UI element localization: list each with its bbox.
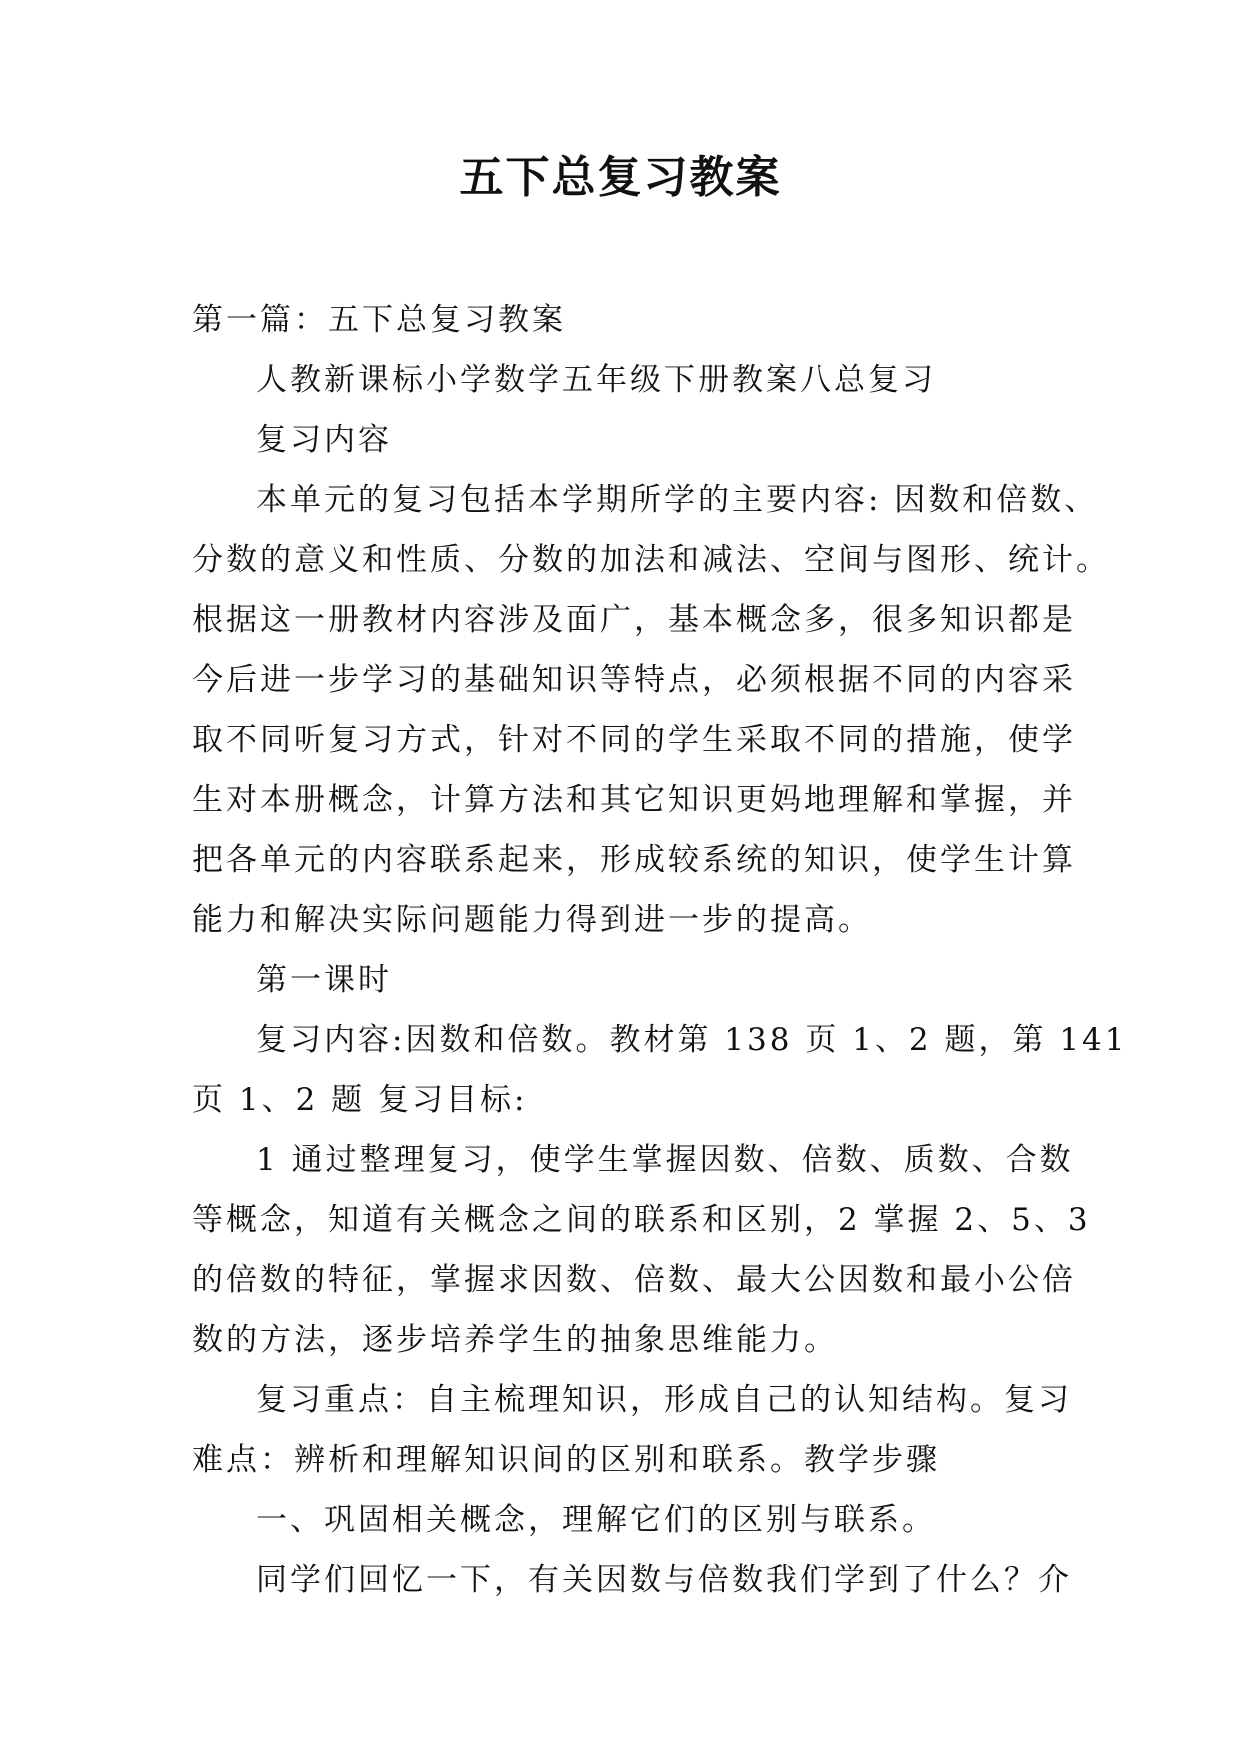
document-body <box>192 290 1128 1610</box>
document-title: 五下总复习教案 <box>459 152 782 203</box>
document-line: 复习内容:因数和倍数。教材第 138 页 1、2 题，第 141 <box>256 1022 1128 1058</box>
document-line: 根据这一册教材内容涉及面广，基本概念多，很多知识都是 <box>192 602 1076 638</box>
document-line: 复习重点：自主梳理知识，形成自己的认知结构。复习 <box>256 1382 1072 1418</box>
document-line: 同学们回忆一下，有关因数与倍数我们学到了什么？介 <box>256 1562 1072 1598</box>
document-line: 今后进一步学习的基础知识等特点，必须根据不同的内容采 <box>192 662 1076 698</box>
document-line: 复习内容 <box>256 422 392 458</box>
document-line: 人教新课标小学数学五年级下册教案八总复习 <box>256 362 936 398</box>
document-line: 页 1、2 题 复习目标: <box>192 1082 528 1118</box>
document-line: 本单元的复习包括本学期所学的主要内容: 因数和倍数、 <box>256 482 1099 518</box>
document-line: 数的方法，逐步培养学生的抽象思维能力。 <box>192 1322 838 1358</box>
document-line: 把各单元的内容联系起来，形成较系统的知识，使学生计算 <box>192 842 1076 878</box>
document-line: 能力和解决实际问题能力得到进一步的提高。 <box>192 902 872 938</box>
document-line: 第一课时 <box>256 962 392 998</box>
document-line: 的倍数的特征，掌握求因数、倍数、最大公因数和最小公倍 <box>192 1262 1076 1298</box>
document-line: 1 通过整理复习，使学生掌握因数、倍数、质数、合数 <box>256 1142 1074 1178</box>
document-line: 分数的意义和性质、分数的加法和减法、空间与图形、统计。 <box>192 542 1110 578</box>
document-line: 生对本册概念，计算方法和其它知识更妈地理解和掌握，并 <box>192 782 1076 818</box>
document-line: 第一篇：五下总复习教案 <box>192 302 566 338</box>
document-line: 难点：辨析和理解知识间的区别和联系。教学步骤 <box>192 1442 940 1478</box>
document-line: 一、巩固相关概念，理解它们的区别与联系。 <box>256 1502 936 1538</box>
document-line: 取不同听复习方式，针对不同的学生采取不同的措施，使学 <box>192 722 1076 758</box>
document-line: 等概念，知道有关概念之间的联系和区别，2 掌握 2、5、3 <box>192 1202 1091 1238</box>
